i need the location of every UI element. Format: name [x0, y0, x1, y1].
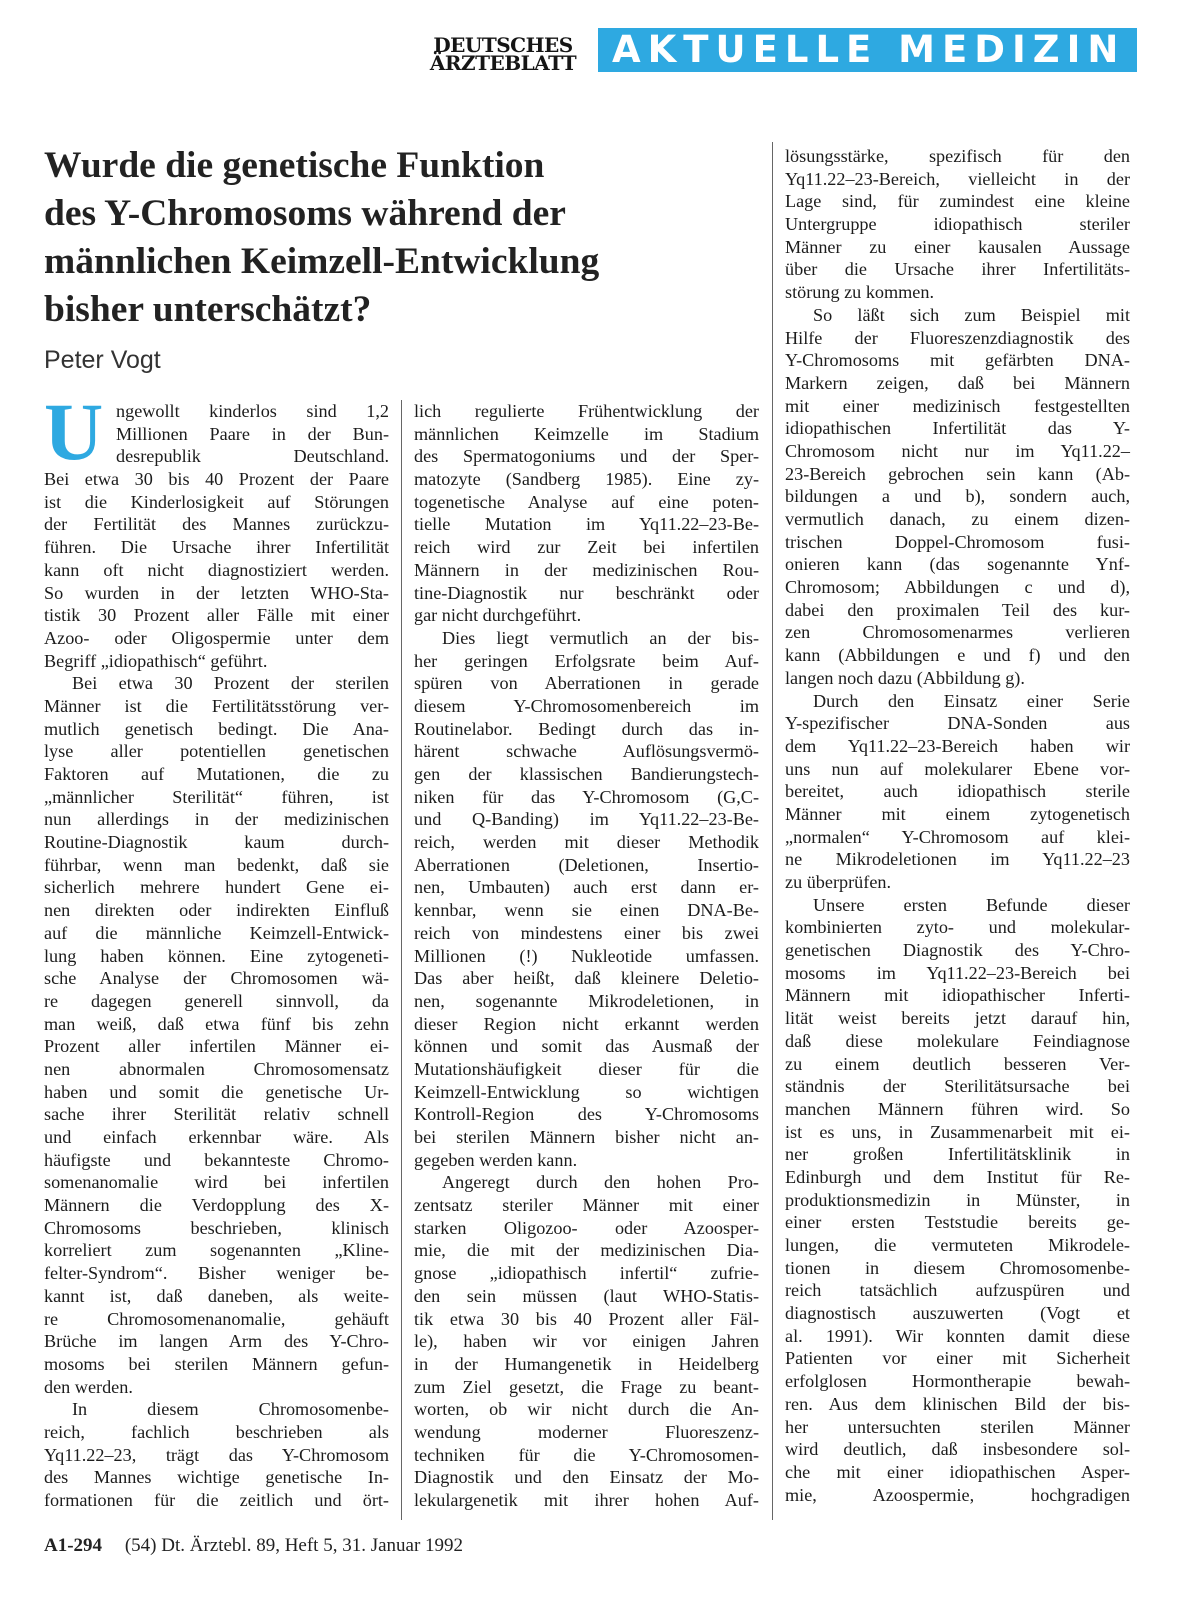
text-line: Azoo- oder Oligospermie unter dem — [44, 627, 389, 648]
text-column-2 — [414, 400, 759, 1512]
text-line: in der Humangenetik in Heidelberg — [414, 1353, 759, 1374]
text-line: daß diese molekulare Feindiagnose — [785, 1030, 1130, 1051]
text-line: Markern zeigen, daß bei Männern — [785, 372, 1130, 393]
text-line: mie, die mit der medizinischen Dia- — [414, 1240, 759, 1261]
text-line: niken für das Y-Chromosom (G,C- — [414, 786, 759, 807]
text-line: den werden. — [44, 1376, 133, 1397]
text-line: tielle Mutation im Yq11.22–23-Be- — [414, 514, 759, 535]
text-line: Brüche im langen Arm des Y-Chro- — [44, 1331, 389, 1352]
text-line: diesem Y-Chromosomenbereich im — [414, 695, 759, 716]
text-line: mie, Azoospermie, hochgradigen — [785, 1484, 1130, 1505]
text-line: den sein müssen (laut WHO-Statis- — [414, 1285, 759, 1306]
text-line: „normalen“ Y-Chromosom auf klei- — [785, 826, 1130, 847]
text-line: Bei etwa 30 bis 40 Prozent der Paare — [44, 469, 389, 490]
text-line: lung haben können. Eine zytogeneti- — [44, 945, 389, 966]
text-line: Bei etwa 30 Prozent der sterilen — [72, 673, 389, 694]
text-line: Unsere ersten Befunde dieser — [813, 894, 1130, 915]
text-line: wird deutlich, daß insbesondere sol- — [785, 1439, 1130, 1460]
text-line: zen Chromosomenarmes verlieren — [785, 622, 1130, 643]
text-line: trischen Doppel-Chromosom fusi- — [785, 531, 1130, 552]
text-column-3 — [785, 145, 1130, 1506]
text-line: lich regulierte Frühentwicklung der — [414, 401, 759, 421]
title-line: bisher unterschätzt? — [44, 289, 372, 330]
text-line: kannt ist, daß daneben, als weite- — [44, 1285, 389, 1306]
text-line: ner großen Infertilitätsklinik in — [785, 1144, 1130, 1165]
text-line: Begriff „idiopathisch“ geführt. — [44, 650, 268, 671]
text-line: langen noch dazu (Abbildung g). — [785, 667, 1025, 688]
text-line: Männer mit einem zytogenetisch — [785, 803, 1130, 824]
text-line: Lage sind, für zumindest eine kleine — [785, 191, 1130, 212]
text-line: reich von mindestens einer bis zwei — [414, 922, 759, 943]
text-line: reich tatsächlich aufzuspüren und — [785, 1280, 1130, 1301]
text-line: Patienten vor einer mit Sicherheit — [785, 1348, 1130, 1369]
text-line: Keimzell-Entwicklung so wichtigen — [414, 1081, 759, 1102]
journal-logo — [413, 33, 593, 75]
text-line: re Chromosomenanomalie, gehäuft — [44, 1308, 389, 1329]
text-line: Chromosom; Abbildungen c und d), — [785, 577, 1130, 598]
text-line: Hilfe der Fluoreszenzdiagnostik des — [785, 327, 1130, 348]
text-line: Angeregt durch den hohen Pro- — [442, 1172, 759, 1193]
text-line: kombinierten zyto- und molekular- — [785, 917, 1130, 938]
title-line: männlichen Keimzell-Entwicklung — [44, 241, 600, 282]
text-line: In diesem Chromosomenbe- — [72, 1399, 389, 1420]
text-line: sache ihrer Sterilität relativ schnell — [44, 1104, 389, 1125]
text-line: nun allerdings in der medizinischen — [44, 809, 389, 830]
text-line: härent schwache Auflösungsvermö- — [414, 741, 759, 762]
text-line: der Fertilität des Mannes zurückzu- — [44, 514, 389, 535]
text-line: formationen für die zeitlich und ört- — [44, 1490, 389, 1510]
text-line: zu einem deutlich besseren Ver- — [785, 1053, 1130, 1074]
text-line: Chromosom nicht nur im Yq11.22– — [785, 440, 1130, 461]
text-line: des Spermatogoniums und der Sper- — [414, 446, 759, 467]
text-line: togenetische Analyse auf eine poten- — [414, 491, 759, 512]
text-line: über die Ursache ihrer Infertilitäts- — [785, 259, 1130, 280]
text-line: reich, fachlich beschrieben als — [44, 1421, 389, 1442]
text-line: Millionen (!) Nukleotide umfassen. — [414, 945, 759, 966]
citation: (54) Dt. Ärztebl. 89, Heft 5, 31. Januar 1992 — [124, 1535, 464, 1556]
text-line: techniken für die Y-Chromosomen- — [414, 1444, 759, 1465]
author-name: Peter Vogt — [44, 346, 161, 374]
text-line: Y-spezifischer DNA-Sonden aus — [785, 713, 1130, 734]
text-line: Faktoren auf Mutationen, die zu — [44, 764, 389, 784]
text-line: störung zu kommen. — [785, 282, 935, 303]
text-line: kann (Abbildungen e und f) und den — [785, 645, 1130, 666]
text-line: produktionsmedizin in Münster, in — [785, 1189, 1130, 1210]
text-line: Dies liegt vermutlich an der bis- — [442, 627, 759, 648]
text-line: nen abnormalen Chromosomensatz — [44, 1058, 389, 1079]
text-line: lösungsstärke, spezifisch für den — [785, 146, 1130, 166]
page-number: A1-294 — [44, 1535, 103, 1556]
text-line: Kontroll-Region des Y-Chromosoms — [414, 1104, 759, 1125]
text-line: 23-Bereich gebrochen sein kann (Ab- — [785, 463, 1130, 484]
text-line: häufigste und bekannteste Chromo- — [44, 1149, 389, 1170]
text-line: „männlicher Sterilität“ führen, ist — [44, 786, 389, 807]
text-line: Diagnostik und den Einsatz der Mo- — [414, 1467, 759, 1488]
text-line: vermutlich danach, zu einem dizen- — [785, 509, 1130, 529]
text-line: re dagegen generell sinnvoll, da — [44, 990, 389, 1011]
text-line: Untergruppe idiopathisch steriler — [785, 214, 1130, 235]
text-line: Routine-Diagnostik kaum durch- — [44, 832, 389, 853]
section-banner: AKTUELLE MEDIZIN — [598, 28, 1137, 72]
text-line: Edinburgh und dem Institut für Re- — [785, 1166, 1130, 1187]
text-line: Y-Chromosoms mit gefärbten DNA- — [785, 350, 1130, 371]
column-divider — [401, 400, 402, 1520]
text-line: Durch den Einsatz einer Serie — [813, 690, 1130, 711]
title-line: des Y-Chromosoms während der — [44, 193, 566, 234]
text-line: gar nicht durchgeführt. — [414, 605, 582, 626]
text-line: des Mannes wichtige genetische In- — [44, 1467, 389, 1488]
text-line: Millionen Paare in der Bun- — [116, 423, 389, 444]
text-line: Männern in der medizinischen Rou- — [414, 559, 759, 580]
text-line: Routinelabor. Bedingt durch das in- — [414, 718, 759, 739]
text-line: führbar, wenn man bedenkt, daß sie — [44, 854, 389, 875]
text-line: Männer zu einer kausalen Aussage — [785, 236, 1130, 257]
text-line: Yq11.22–23-Bereich, vielleicht in der — [785, 168, 1130, 189]
text-line: uns nun auf molekularer Ebene vor- — [785, 758, 1130, 779]
text-line: ist die Kinderlosigkeit auf Störungen — [44, 491, 389, 512]
text-line: her geringen Erfolgsrate beim Auf- — [414, 650, 759, 671]
text-line: gen der klassischen Bandierungstech- — [414, 764, 759, 784]
logo-line-2: ÄRZTEBLATT — [429, 51, 577, 75]
text-line: haben und somit die genetische Ur- — [44, 1081, 389, 1102]
text-line: Das aber heißt, daß kleinere Deletio- — [414, 968, 759, 989]
text-line: lität weist bereits jetzt darauf hin, — [785, 1008, 1130, 1029]
text-line: nen, Umbauten) auch erst dann er- — [414, 877, 759, 898]
text-line: männlichen Keimzelle im Stadium — [414, 423, 759, 444]
text-line: spüren von Aberrationen in gerade — [414, 673, 759, 694]
text-line: ist es uns, in Zusammenarbeit mit ei- — [785, 1121, 1130, 1142]
text-line: gnose „idiopathisch infertil“ zufrie- — [414, 1263, 759, 1284]
text-line: auf die männliche Keimzell-Entwick- — [44, 922, 389, 943]
text-line: al. 1991). Wir konnten damit diese — [785, 1325, 1130, 1346]
text-line: und einfach erkennbar wäre. Als — [44, 1127, 389, 1147]
text-line: le), haben wir vor einigen Jahren — [414, 1331, 759, 1352]
text-line: tine-Diagnostik nur beschränkt oder — [414, 582, 759, 603]
text-line: matozyte (Sandberg 1985). Eine zy- — [414, 469, 759, 490]
text-line: Prozent aller infertilen Männer ei- — [44, 1036, 389, 1057]
text-line: manchen Männern führen wird. So — [785, 1098, 1130, 1119]
text-line: ren. Aus dem klinischen Bild der bis- — [785, 1393, 1130, 1414]
title-line: Wurde die genetische Funktion — [44, 145, 545, 186]
text-line: zu überprüfen. — [785, 872, 892, 892]
text-line: wendung moderner Fluoreszenz- — [414, 1421, 759, 1442]
text-line: Männer ist die Fertilitätsstörung ver- — [44, 695, 389, 716]
text-line: So wurden in der letzten WHO-Sta- — [44, 582, 389, 603]
text-line: desrepublik Deutschland. — [116, 446, 389, 467]
text-line: lyse aller potentiellen genetischen — [44, 741, 389, 762]
text-line: mosoms im Yq11.22–23-Bereich bei — [785, 962, 1130, 983]
text-line: genetischen Diagnostik des Y-Chro- — [785, 940, 1130, 961]
text-line: ne Mikrodeletionen im Yq11.22–23 — [785, 849, 1130, 870]
text-line: reich, werden mit dieser Methodik — [414, 832, 759, 853]
text-line: So läßt sich zum Beispiel mit — [813, 304, 1130, 325]
text-line: erfolglosen Hormontherapie bewah- — [785, 1371, 1130, 1392]
text-line: kann oft nicht diagnostiziert werden. — [44, 559, 389, 580]
text-line: zum Ziel gesetzt, die Frage zu beant- — [414, 1376, 759, 1397]
text-line: lungen, die vermuteten Mikrodele- — [785, 1235, 1130, 1255]
column-divider — [772, 142, 773, 1520]
text-line: tistik 30 Prozent aller Fälle mit einer — [44, 605, 389, 626]
text-line: einer ersten Teststudie bereits ge- — [785, 1212, 1130, 1233]
text-line: Aberrationen (Deletionen, Insertio- — [414, 854, 759, 875]
text-line: sicherlich mehrere hundert Gene ei- — [44, 877, 389, 898]
text-line: lekulargenetik mit ihrer hohen Auf- — [414, 1490, 759, 1510]
text-line: felter-Syndrom“. Bisher weniger be- — [44, 1263, 389, 1284]
text-line: bei sterilen Männern bisher nicht an- — [414, 1127, 759, 1147]
text-line: Männern die Verdopplung des X- — [44, 1195, 389, 1216]
text-line: ständnis der Sterilitätsursache bei — [785, 1076, 1130, 1097]
text-column-1 — [44, 386, 389, 1512]
text-line: führen. Die Ursache ihrer Infertilität — [44, 537, 389, 558]
text-line: idiopathischen Infertilität das Y- — [785, 418, 1130, 439]
text-line: diagnostisch auszuwerten (Vogt et — [785, 1303, 1130, 1324]
text-line: tik etwa 30 bis 40 Prozent aller Fäl- — [414, 1308, 759, 1329]
text-line: tionen in diesem Chromosomenbe- — [785, 1257, 1130, 1278]
drop-cap: U — [44, 386, 104, 477]
text-line: Männern mit idiopathischer Inferti- — [785, 985, 1130, 1006]
text-line: somenanomalie wird bei infertilen — [44, 1172, 389, 1193]
text-line: onieren kann (das sogenannte Ynf- — [785, 554, 1130, 575]
page-footer — [44, 1535, 463, 1557]
logo-line-1: DEUTSCHES — [433, 33, 573, 57]
text-line: mit einer medizinisch festgestellten — [785, 395, 1130, 416]
text-line: che mit einer idiopathischen Asper- — [785, 1461, 1130, 1482]
text-line: zentsatz steriler Männer mit einer — [414, 1195, 759, 1216]
text-line: gegeben werden kann. — [414, 1149, 578, 1170]
text-line: kennbar, wenn sie einen DNA-Be- — [414, 900, 759, 921]
article-title — [44, 142, 764, 334]
text-line: mutlich genetisch bedingt. Die Ana- — [44, 718, 389, 739]
text-line: nen, sogenannte Mikrodeletionen, in — [414, 990, 759, 1011]
text-line: und Q-Banding) im Yq11.22–23-Be- — [414, 809, 759, 830]
text-line: her untersuchten sterilen Männer — [785, 1416, 1130, 1437]
text-line: Yq11.22–23, trägt das Y-Chromosom — [44, 1444, 389, 1465]
text-line: mosoms bei sterilen Männern gefun- — [44, 1353, 389, 1374]
text-line: man weiß, daß etwa fünf bis zehn — [44, 1013, 389, 1034]
text-line: dem Yq11.22–23-Bereich haben wir — [785, 735, 1130, 756]
text-line: ngewollt kinderlos sind 1,2 — [116, 401, 389, 421]
text-line: Mutationshäufigkeit dieser für die — [414, 1058, 759, 1079]
text-line: dabei den proximalen Teil des kur- — [785, 599, 1130, 620]
text-line: können und somit das Ausmaß der — [414, 1036, 759, 1057]
text-line: starken Oligozoo- oder Azoosper- — [414, 1217, 759, 1238]
text-line: dieser Region nicht erkannt werden — [414, 1013, 759, 1034]
text-line: bereitet, auch idiopathisch sterile — [785, 781, 1130, 802]
text-line: nen direkten oder indirekten Einfluß — [44, 900, 389, 921]
text-line: reich wird zur Zeit bei infertilen — [414, 537, 759, 558]
text-line: sche Analyse der Chromosomen wä- — [44, 968, 389, 989]
text-line: Chromosoms beschrieben, klinisch — [44, 1217, 389, 1238]
text-line: worten, ob wir nicht durch die An- — [414, 1399, 759, 1420]
text-line: bildungen a und b), sondern auch, — [785, 486, 1130, 507]
text-line: korreliert zum sogenannten „Kline- — [44, 1240, 389, 1261]
